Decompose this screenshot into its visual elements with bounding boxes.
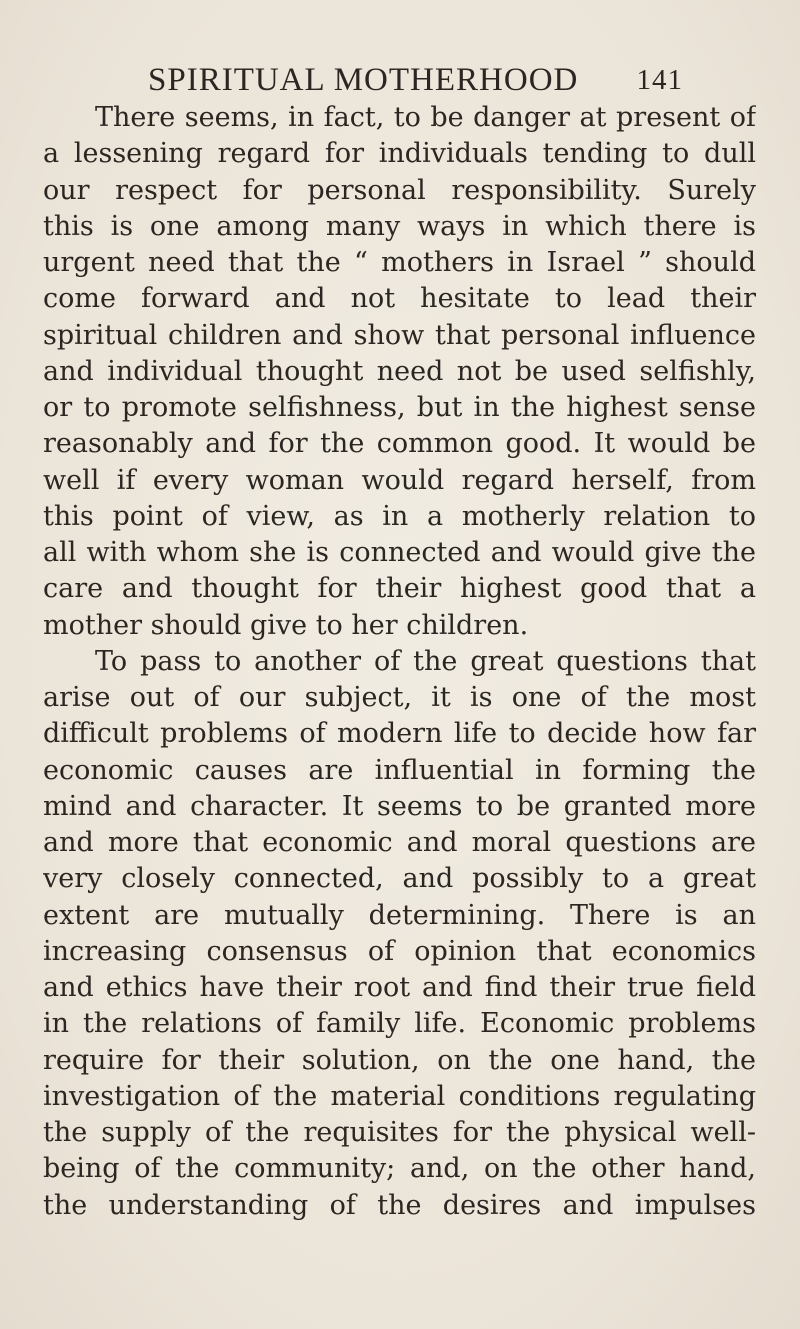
text-line: being of the community; and, on the other hand, (43, 1153, 756, 1185)
text-line: come forward and not hesitate to lead their (43, 283, 756, 315)
text-line: economic causes are influential in forming the (43, 754, 756, 786)
text-line: mother should give to her children. (43, 609, 529, 641)
body-text (43, 100, 756, 1224)
text-line: very closely connected, and possibly to a great (43, 863, 756, 895)
text-line: and more that economic and moral questions are (43, 827, 756, 858)
text-line: To pass to another of the great questions that (95, 645, 756, 677)
text-line: require for their solution, on the one hand, the (43, 1044, 756, 1076)
text-line: spiritual children and show that personal influence (43, 319, 756, 351)
text-line: in the relations of family life. Economic problems (43, 1008, 756, 1040)
text-line: well if every woman would regard herself, from (43, 464, 756, 496)
text-line: There seems, in fact, to be danger at present of (95, 102, 756, 133)
text-line: increasing consensus of opinion that economics (43, 935, 756, 967)
text-line: arise out of our subject, it is one of the most (43, 682, 756, 713)
paragraph-2 (43, 644, 756, 1224)
text-line: and individual thought need not be used selfishly, (43, 355, 756, 387)
text-line: all with whom she is connected and would give the (43, 537, 756, 568)
text-line: reasonably and for the common good. It would be (43, 428, 756, 460)
paragraph-1 (43, 100, 756, 644)
text-line: the understanding of the desires and impulses (43, 1189, 756, 1221)
text-line: mind and character. It seems to be granted more (43, 790, 756, 822)
text-line: care and thought for their highest good that a (43, 573, 756, 605)
text-line: urgent need that the “ mothers in Israel ” should (43, 247, 756, 278)
text-line: extent are mutually determining. There is an (43, 899, 756, 931)
running-head: SPIRITUAL MOTHERHOOD (148, 62, 579, 98)
text-line: a lessening regard for individuals tending to dull (43, 138, 756, 170)
text-line: this is one among many ways in which there is (43, 210, 756, 242)
text-line: our respect for personal responsibility. Surely (43, 174, 756, 206)
text-line: investigation of the material conditions regulating (43, 1080, 756, 1112)
text-line: difficult problems of modern life to decide how far (43, 718, 756, 750)
page-number: 141 (636, 64, 683, 96)
page-header (148, 58, 683, 102)
text-line: or to promote selfishness, but in the highest sense (43, 392, 756, 423)
text-line: this point of view, as in a motherly relation to (43, 500, 756, 532)
text-line: the supply of the requisites for the physical well- (43, 1117, 756, 1148)
text-line: and ethics have their root and find their true field (43, 972, 756, 1003)
